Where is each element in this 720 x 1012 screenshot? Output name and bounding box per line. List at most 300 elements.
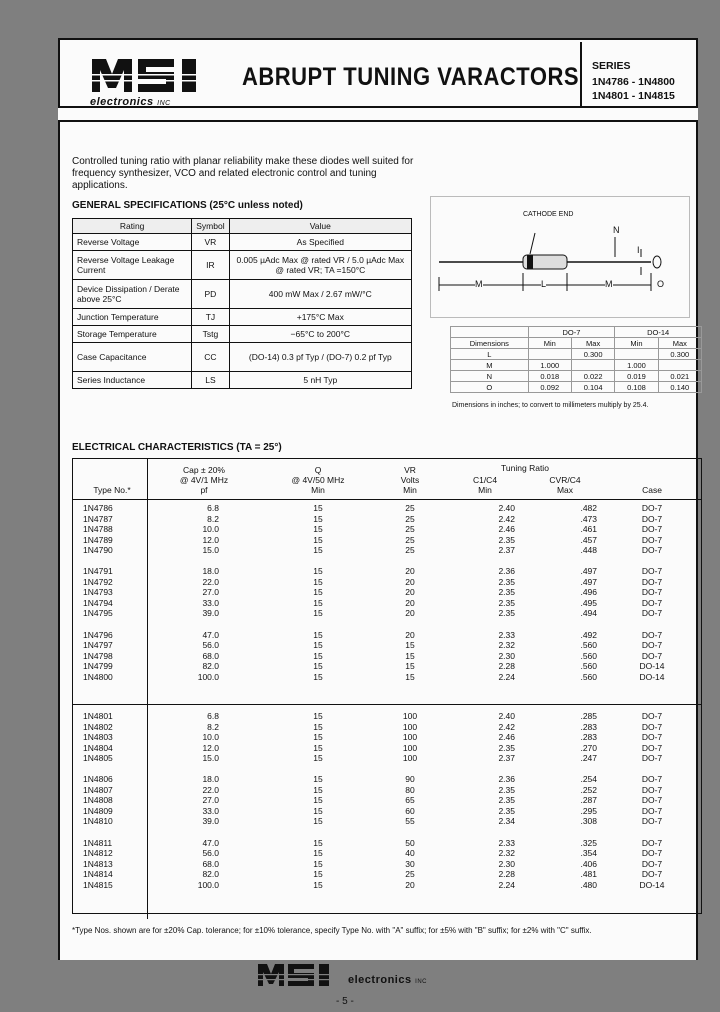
cell-type-no: 1N4792 [83,576,113,587]
cell-cvr-c4-max: .406 [580,858,597,869]
cell-vr-min: 15 [405,640,415,651]
electrical-header [73,459,701,500]
table-row [73,672,701,683]
spec-symbol: TJ [192,309,229,326]
cell-type-no: 1N4793 [83,587,113,598]
msi-logo [62,42,222,106]
electrical-table [72,458,702,914]
table-row [73,514,701,525]
cell-capacitance: 15.0 [202,545,219,555]
cell-case: DO-7 [641,587,663,598]
cell-capacitance: 39.0 [202,608,219,619]
general-specs-table [72,218,412,389]
cell-q-min: 15 [313,566,323,577]
cell-c1c4-min: 2.28 [498,869,515,880]
diode-m-label-right: M [605,279,613,289]
dim-label: L [451,349,529,360]
table-row [73,869,701,880]
elec-header-q-3: Min [311,485,325,495]
dimensions-note: Dimensions in inches; to convert to millimeters multiply by 25.4. [452,402,649,409]
elec-header-cap [149,465,259,495]
cell-c1c4-min: 2.32 [498,640,515,651]
cell-c1c4-min: 2.24 [498,879,515,890]
group-spacer [73,827,701,838]
elec-header-type: Type No.* [93,485,131,495]
spec-row [73,326,412,343]
cell-cvr-c4-max: .497 [580,576,597,587]
cell-case: DO-7 [641,513,663,524]
cell-vr-min: 15 [405,671,415,682]
spec-rating: Reverse Voltage [73,234,192,251]
cell-q-min: 15 [313,816,323,827]
diode-o-label: O [657,279,665,289]
cell-c1c4-min: 2.30 [498,858,515,869]
cell-cvr-c4-max: .461 [580,524,597,534]
cell-type-no: 1N4794 [83,597,113,608]
cell-type-no: 1N4803 [83,732,113,743]
cell-cvr-c4-max: .496 [580,587,597,598]
cell-capacitance: 39.0 [202,816,219,827]
dim-header-min: Min [528,338,571,349]
cell-case: DO-7 [641,597,663,608]
cell-vr-min: 65 [405,795,415,806]
series-label: SERIES [592,60,631,72]
cell-q-min: 15 [313,545,323,555]
cell-vr-min: 20 [405,587,415,598]
dim-label: M [451,360,529,371]
dim-value: 1.000 [528,360,571,371]
cell-c1c4-min: 2.36 [498,774,515,785]
cell-c1c4-min: 2.34 [498,816,515,827]
cell-vr-min: 25 [405,869,415,880]
spec-value: (DO-14) 0.3 pf Typ / (DO-7) 0.2 pf Typ [229,343,411,372]
table-row [73,503,701,514]
elec-header-tuning: Tuning Ratio [501,463,549,473]
cell-case: DO-7 [641,795,663,806]
spec-header-rating: Rating [73,219,192,234]
cell-case: DO-7 [641,774,663,785]
cell-capacitance: 82.0 [202,869,219,880]
cell-q-min: 15 [313,858,323,869]
header-frame [58,38,698,108]
cell-cvr-c4-max: .457 [580,534,597,545]
cell-q-min: 15 [313,784,323,795]
cell-q-min: 15 [313,576,323,587]
cell-type-no: 1N4800 [83,671,113,682]
cell-vr-min: 25 [405,503,415,513]
dim-value: 0.021 [658,371,701,382]
cell-q-min: 15 [313,650,323,661]
cell-case: DO-7 [641,545,663,555]
table-row [73,785,701,796]
dim-value [658,360,701,371]
cell-q-min: 15 [313,661,323,672]
cell-c1c4-min: 2.33 [498,629,515,640]
series-range-1: 1N4786 - 1N4800 [592,76,675,88]
table-row [73,711,701,722]
cell-case: DO-7 [641,534,663,545]
cell-case: DO-7 [641,608,663,619]
cell-vr-min: 20 [405,566,415,577]
datasheet-page [58,38,698,960]
cell-c1c4-min: 2.36 [498,566,515,577]
cell-case: DO-7 [641,858,663,869]
cell-capacitance: 33.0 [202,805,219,816]
logo-subtitle-text: electronics [90,96,154,108]
cell-q-min: 15 [313,774,323,785]
cell-capacitance: 15.0 [202,753,219,764]
cell-type-no: 1N4804 [83,742,113,753]
diode-band-label: CATHODE END [523,211,574,218]
cell-q-min: 15 [313,732,323,743]
dim-header-do7: DO-7 [528,327,615,338]
cell-c1c4-min: 2.35 [498,742,515,753]
group-spacer [73,682,701,705]
spec-value: −65°C to 200°C [229,326,411,343]
cell-case: DO-14 [639,879,665,890]
cell-type-no: 1N4791 [83,566,113,577]
cell-q-min: 15 [313,837,323,848]
table-row [73,848,701,859]
cell-vr-min: 80 [405,784,415,795]
group-spacer [73,556,701,567]
dim-header-do14: DO-14 [615,327,702,338]
spec-value: As Specified [229,234,411,251]
cell-type-no: 1N4814 [83,869,113,880]
cell-cvr-c4-max: .560 [580,661,597,672]
cell-q-min: 15 [313,805,323,816]
spec-symbol: PD [192,280,229,309]
dim-header-blank [451,327,529,338]
dim-value: 0.108 [615,382,658,393]
table-row [73,661,701,672]
cell-case: DO-7 [641,732,663,743]
cell-vr-min: 40 [405,848,415,859]
cell-q-min: 15 [313,742,323,753]
cell-q-min: 15 [313,848,323,859]
cell-cvr-c4-max: .481 [580,869,597,880]
cell-cvr-c4-max: .482 [580,503,597,513]
cell-vr-min: 20 [405,576,415,587]
cell-vr-min: 15 [405,661,415,672]
cell-q-min: 15 [313,534,323,545]
cell-vr-min: 60 [405,805,415,816]
cell-q-min: 15 [313,608,323,619]
cell-case: DO-7 [641,869,663,880]
cell-capacitance: 33.0 [202,597,219,608]
spec-rating: Case Capacitance [73,343,192,372]
diode-n-label-2: I [637,245,640,255]
cell-case: DO-7 [641,816,663,827]
cell-type-no: 1N4797 [83,640,113,651]
diode-outline-drawing [430,196,690,318]
cell-cvr-c4-max: .308 [580,816,597,827]
page-title: ABRUPT TUNING VARACTORS [242,62,580,91]
footer-msi-logo [256,962,346,988]
cell-type-no: 1N4815 [83,879,113,890]
cell-capacitance: 47.0 [202,629,219,640]
diode-n-label: N [613,225,620,235]
cell-vr-min: 50 [405,837,415,848]
cell-vr-min: 25 [405,513,415,524]
cell-c1c4-min: 2.35 [498,576,515,587]
cell-type-no: 1N4789 [83,534,113,545]
spec-rating: Junction Temperature [73,309,192,326]
cell-q-min: 15 [313,879,323,890]
elec-header-vr-2: Volts [400,475,420,485]
cell-capacitance: 12.0 [202,534,219,545]
cell-capacitance: 56.0 [202,640,219,651]
cell-vr-min: 20 [405,629,415,640]
spec-value: 400 mW Max / 2.67 mW/°C [229,280,411,309]
cell-vr-min: 25 [405,524,415,534]
cell-cvr-c4-max: .285 [580,711,597,722]
cell-c1c4-min: 2.28 [498,661,515,672]
table-row [73,598,701,609]
dim-value [528,349,571,360]
elec-header-cap-2: @ 4V/1 MHz [179,475,229,485]
cell-type-no: 1N4801 [83,711,113,722]
dim-value: 0.018 [528,371,571,382]
dim-value: 0.022 [571,371,614,382]
intro-text: Controlled tuning ratio with planar reliability make these diodes well suited for frequency synthesizer, VCO and related electronic control and tuning applications. [72,156,414,191]
diode-m-label-left: M [475,279,483,289]
cell-type-no: 1N4786 [83,503,113,513]
cell-type-no: 1N4806 [83,774,113,785]
cell-capacitance: 27.0 [202,795,219,806]
cell-q-min: 15 [313,587,323,598]
cell-type-no: 1N4788 [83,524,113,534]
cell-q-min: 15 [313,753,323,764]
cell-vr-min: 25 [405,545,415,555]
spec-row [73,251,412,280]
general-specs-title: GENERAL SPECIFICATIONS (25°C unless noted) [72,200,303,211]
cell-type-no: 1N4795 [83,608,113,619]
cell-capacitance: 6.8 [207,503,219,513]
cell-q-min: 15 [313,721,323,732]
cell-q-min: 15 [313,629,323,640]
footnote: *Type Nos. shown are for ±20% Cap. tolerance; for ±10% tolerance, specify Type No. with "A" suffix; for ±5% with "B" suffix; for ±2% with "C" suffix. [72,926,592,935]
cell-type-no: 1N4807 [83,784,113,795]
table-row [73,880,701,891]
cell-type-no: 1N4812 [83,848,113,859]
cell-type-no: 1N4787 [83,513,113,524]
cell-c1c4-min: 2.24 [498,671,515,682]
table-row [73,838,701,849]
cell-c1c4-min: 2.35 [498,597,515,608]
cell-type-no: 1N4809 [83,805,113,816]
cell-cvr-c4-max: .287 [580,795,597,806]
table-row [73,795,701,806]
cell-cvr-c4-max: .480 [580,879,597,890]
cell-cvr-c4-max: .354 [580,848,597,859]
dim-value [571,360,614,371]
spec-symbol: IR [192,251,229,280]
cell-case: DO-7 [641,566,663,577]
dimensions-table [450,326,702,393]
cell-cvr-c4-max: .492 [580,629,597,640]
cell-case: DO-7 [641,629,663,640]
table-row [73,859,701,870]
dim-header-max: Max [571,338,614,349]
dim-row [451,382,702,393]
cell-type-no: 1N4802 [83,721,113,732]
cell-vr-min: 100 [402,711,418,722]
elec-header-vr [377,465,443,495]
cell-type-no: 1N4811 [83,837,113,848]
cell-capacitance: 56.0 [202,848,219,859]
cell-vr-min: 100 [402,742,418,753]
spec-row [73,234,412,251]
cell-q-min: 15 [313,503,323,513]
cell-vr-min: 100 [402,753,418,764]
cell-type-no: 1N4810 [83,816,113,827]
cell-capacitance: 22.0 [202,576,219,587]
elec-header-case: Case [642,485,662,495]
logo-subtitle [90,96,171,108]
cell-vr-min: 100 [402,721,418,732]
table-row [73,816,701,827]
spec-symbol: Tstg [192,326,229,343]
cell-case: DO-7 [641,711,663,722]
spec-symbol: VR [192,234,229,251]
table-row [73,640,701,651]
dim-subheader-row [451,338,702,349]
spec-rating: Reverse Voltage Leakage Current [73,251,192,280]
cell-vr-min: 15 [405,650,415,661]
cell-type-no: 1N4798 [83,650,113,661]
spec-row [73,372,412,389]
elec-header-cvr [525,475,605,495]
table-row [73,524,701,535]
cell-cvr-c4-max: .497 [580,566,597,577]
dim-label: N [451,371,529,382]
cell-c1c4-min: 2.37 [498,545,515,555]
cell-vr-min: 20 [405,879,415,890]
cell-c1c4-min: 2.30 [498,650,515,661]
cell-capacitance: 100.0 [197,879,219,890]
cell-c1c4-min: 2.35 [498,587,515,598]
table-row [73,806,701,817]
elec-header-cap-3: pf [200,485,208,495]
cell-c1c4-min: 2.46 [498,524,515,534]
cell-cvr-c4-max: .560 [580,650,597,661]
footer-suffix: INC [415,979,427,985]
cell-cvr-c4-max: .325 [580,837,597,848]
cell-case: DO-7 [641,503,663,513]
cell-c1c4-min: 2.35 [498,784,515,795]
cell-capacitance: 100.0 [197,671,219,682]
spec-row [73,309,412,326]
cell-q-min: 15 [313,513,323,524]
cell-cvr-c4-max: .252 [580,784,597,795]
cell-case: DO-7 [641,837,663,848]
cell-vr-min: 20 [405,597,415,608]
cell-c1c4-min: 2.35 [498,534,515,545]
cell-c1c4-min: 2.35 [498,608,515,619]
cell-case: DO-7 [641,742,663,753]
table-row [73,651,701,662]
cell-vr-min: 55 [405,816,415,827]
table-row [73,753,701,764]
msi-logo-letters [90,56,218,94]
cell-capacitance: 68.0 [202,858,219,869]
footer-text [348,974,427,986]
cell-capacitance: 18.0 [202,774,219,785]
cell-cvr-c4-max: .494 [580,608,597,619]
cell-case: DO-7 [641,576,663,587]
cell-capacitance: 22.0 [202,784,219,795]
spec-value: 0.005 µAdc Max @ rated VR / 5.0 µAdc Max @ rated VR; TA =150°C [229,251,411,280]
table-row [73,608,701,619]
dim-header-dimensions: Dimensions [451,338,529,349]
cell-q-min: 15 [313,795,323,806]
group-spacer [73,764,701,775]
elec-header-q-2: @ 4V/50 MHz [291,475,345,485]
spec-header-row [73,219,412,234]
cell-q-min: 15 [313,671,323,682]
dim-row [451,349,702,360]
spec-rating: Storage Temperature [73,326,192,343]
dim-value: 0.300 [571,349,614,360]
elec-header-c1c4-1: C1/C4 [472,475,498,485]
cell-cvr-c4-max: .283 [580,732,597,743]
cell-case: DO-7 [641,721,663,732]
cell-cvr-c4-max: .560 [580,671,597,682]
cell-capacitance: 6.8 [207,711,219,722]
spec-value: 5 nH Typ [229,372,411,389]
cell-type-no: 1N4796 [83,629,113,640]
cell-q-min: 15 [313,640,323,651]
cell-type-no: 1N4790 [83,545,113,555]
elec-header-c1c4 [445,475,525,495]
cell-case: DO-7 [641,640,663,651]
elec-header-vr-3: Min [403,485,417,495]
cell-q-min: 15 [313,711,323,722]
group-spacer [73,619,701,630]
cell-capacitance: 10.0 [202,732,219,743]
cell-capacitance: 10.0 [202,524,219,534]
elec-header-c1c4-2: Min [478,485,492,495]
table-row [73,743,701,754]
cell-cvr-c4-max: .473 [580,513,597,524]
cell-case: DO-14 [639,661,665,672]
table-row [73,577,701,588]
series-range-2: 1N4801 - 1N4815 [592,90,675,102]
dim-value: 0.019 [615,371,658,382]
cell-vr-min: 20 [405,608,415,619]
cell-cvr-c4-max: .448 [580,545,597,555]
cell-type-no: 1N4799 [83,661,113,672]
spec-symbol: LS [192,372,229,389]
spec-header-value: Value [229,219,411,234]
cell-c1c4-min: 2.32 [498,848,515,859]
cell-vr-min: 100 [402,732,418,743]
cell-case: DO-14 [639,671,665,682]
cell-c1c4-min: 2.35 [498,795,515,806]
page-number: - 5 - [336,996,354,1007]
spec-row [73,280,412,309]
elec-header-cvr-1: CVR/C4 [549,475,581,485]
spec-row [73,343,412,372]
footer-text-label: electronics [348,974,412,986]
electrical-title: ELECTRICAL CHARACTERISTICS (TA = 25°) [72,442,282,453]
dim-value: 0.300 [658,349,701,360]
elec-header-cvr-2: Max [556,485,574,495]
cell-c1c4-min: 2.35 [498,805,515,816]
diode-l-label: L [541,279,547,289]
cell-c1c4-min: 2.42 [498,721,515,732]
